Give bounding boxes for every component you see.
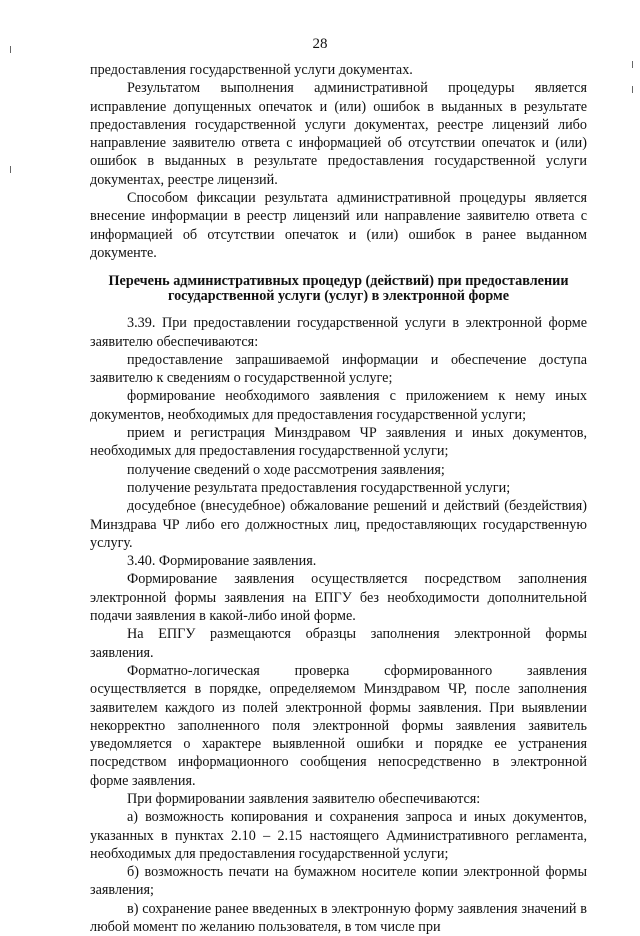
paragraph: 3.39. При предоставлении государственной услуги в электронной форме заявителю обеспечиваются: (90, 315, 587, 350)
document-body (90, 61, 587, 936)
paragraph: Результатом выполнения административной процедуры является исправление допущенных опечаток и (или) ошибок в выданных в результате предоставления государственной услуги документах, реестре лицензий либо направление заявителю ответа с информацией об отсутствии опечаток и (или) ошибок в выданных в результате предоставления государственной услуги документах, реестре лицензий. (90, 80, 587, 188)
paragraph-continuation: предоставления государственной услуги документах. (90, 62, 413, 78)
paragraph: На ЕПГУ размещаются образцы заполнения электронной формы заявления. (90, 626, 587, 661)
paragraph: получение результата предоставления государственной услуги; (127, 479, 511, 496)
paragraph: Способом фиксации результата административной процедуры является внесение информации в реестр лицензий или направление заявителю ответа с информацией об отсутствии опечаток и (или) ошибок в ранее выданном документе. (90, 190, 587, 261)
section-heading: Перечень административных процедур (действий) при предоставлении государственной услуги (услуг) в электронной форме (108, 273, 569, 305)
paragraph: предоставление запрашиваемой информации и обеспечение доступа заявителю к сведениям о государственной услуге; (90, 351, 587, 387)
margin-mark (632, 86, 633, 93)
paragraph: а) возможность копирования и сохранения запроса и иных документов, указанных в пунктах 2.10 – 2.15 настоящего Административного регламента, необходимых для предоставления государственной услуги; (90, 809, 587, 862)
paragraph: 3.40. Формирование заявления. (127, 553, 317, 570)
paragraph: При формировании заявления заявителю обеспечиваются: (127, 790, 481, 807)
margin-mark (10, 166, 11, 173)
paragraph: формирование необходимого заявления с приложением к нему иных документов, необходимых для предоставления государственной услуги; (90, 388, 587, 423)
margin-mark (632, 61, 633, 68)
paragraph: в) сохранение ранее введенных в электронную форму заявления значений в любой момент по желанию пользователя, в том числе при (90, 900, 587, 936)
paragraph: б) возможность печати на бумажном носителе копии электронной формы заявления; (90, 864, 587, 899)
margin-mark (10, 46, 11, 53)
paragraph: получение сведений о ходе рассмотрения заявления; (127, 461, 445, 478)
paragraph: прием и регистрация Минздравом ЧР заявления и иных документов, необходимых для предоставления государственной услуги; (90, 425, 587, 460)
page-number: 28 (312, 36, 328, 52)
paragraph: досудебное (внесудебное) обжалование решений и действий (бездействия) Минздрава ЧР либо его должностных лиц, предоставляющих государственную услугу. (90, 498, 587, 551)
paragraph: Формирование заявления осуществляется посредством заполнения электронной формы заявления на ЕПГУ без необходимости дополнительной подачи заявления в какой-либо иной форме. (90, 571, 587, 625)
paragraph: Форматно-логическая проверка сформированного заявления осуществляется в порядке, определяемом Минздравом ЧР, после заполнения заявителем каждого из полей электронной формы заявления. При выявлении некорректно заполненного поля электронной формы заявления заявитель уведомляется о характере выявленной ошибки и порядке ее устранения посредством информационного сообщения непосредственно в электронной форме заявления. (90, 662, 587, 789)
